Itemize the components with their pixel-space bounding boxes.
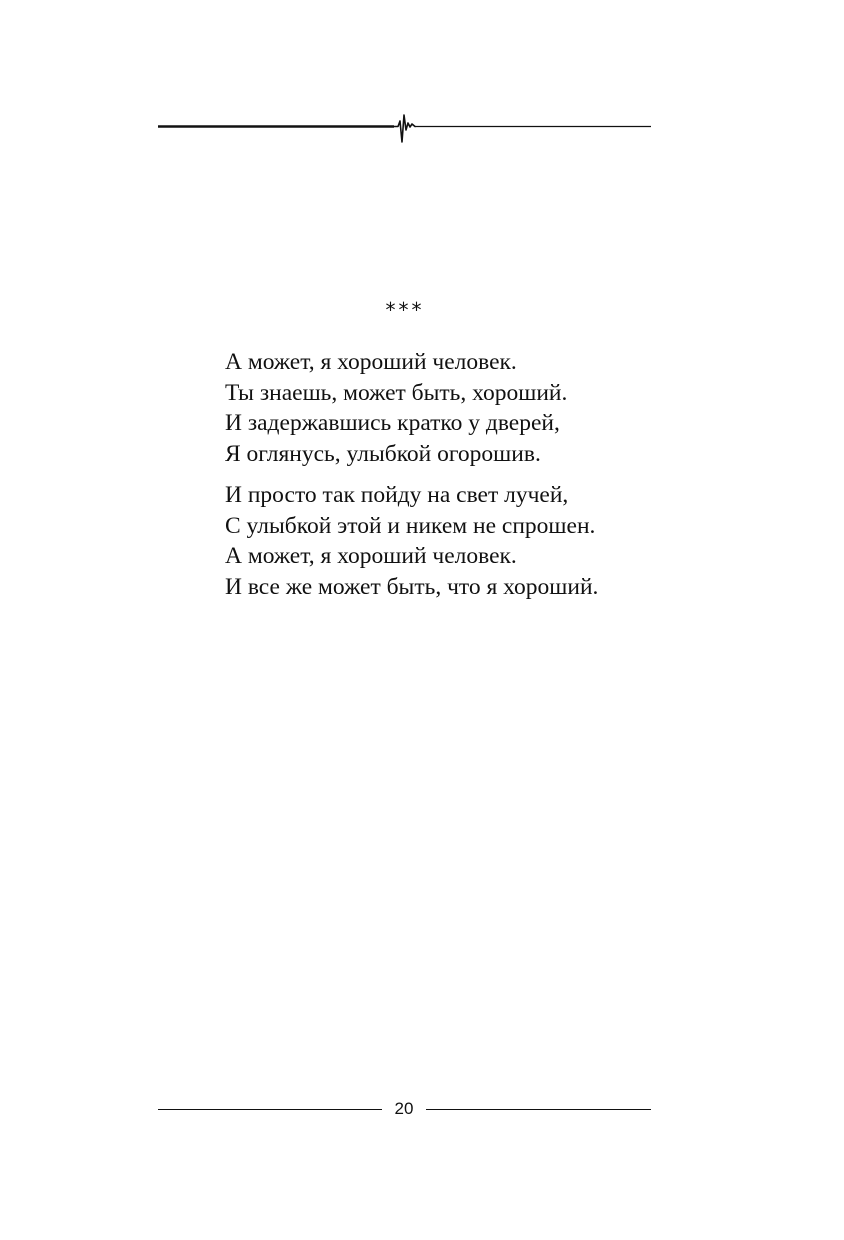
poem-line: А может, я хороший человек. xyxy=(225,349,517,375)
page-number: 20 xyxy=(394,1099,414,1118)
poem-line: Я оглянусь, улыбкой огорошив. xyxy=(225,440,541,467)
page-footer xyxy=(158,1097,651,1123)
heartbeat-line-icon xyxy=(394,115,415,142)
poem-line: С улыбкой этой и никем не спрошен. xyxy=(225,512,596,539)
poem-line: И задержавшись кратко у дверей, xyxy=(225,410,560,436)
stanza-1 xyxy=(225,347,567,469)
poem-line: А может, я хороший человек. xyxy=(225,543,517,569)
poem-line: И все же может быть, что я хороший. xyxy=(225,573,599,600)
footer-rule-right xyxy=(426,1109,651,1110)
header-ornament xyxy=(158,112,651,146)
poem-line: И просто так пойду на свет лучей, xyxy=(225,482,569,508)
poem-line: Ты знаешь, может быть, хороший. xyxy=(225,379,568,406)
footer-rule-left xyxy=(158,1109,382,1110)
section-separator: *** xyxy=(385,298,425,322)
stanza-2 xyxy=(225,480,598,602)
